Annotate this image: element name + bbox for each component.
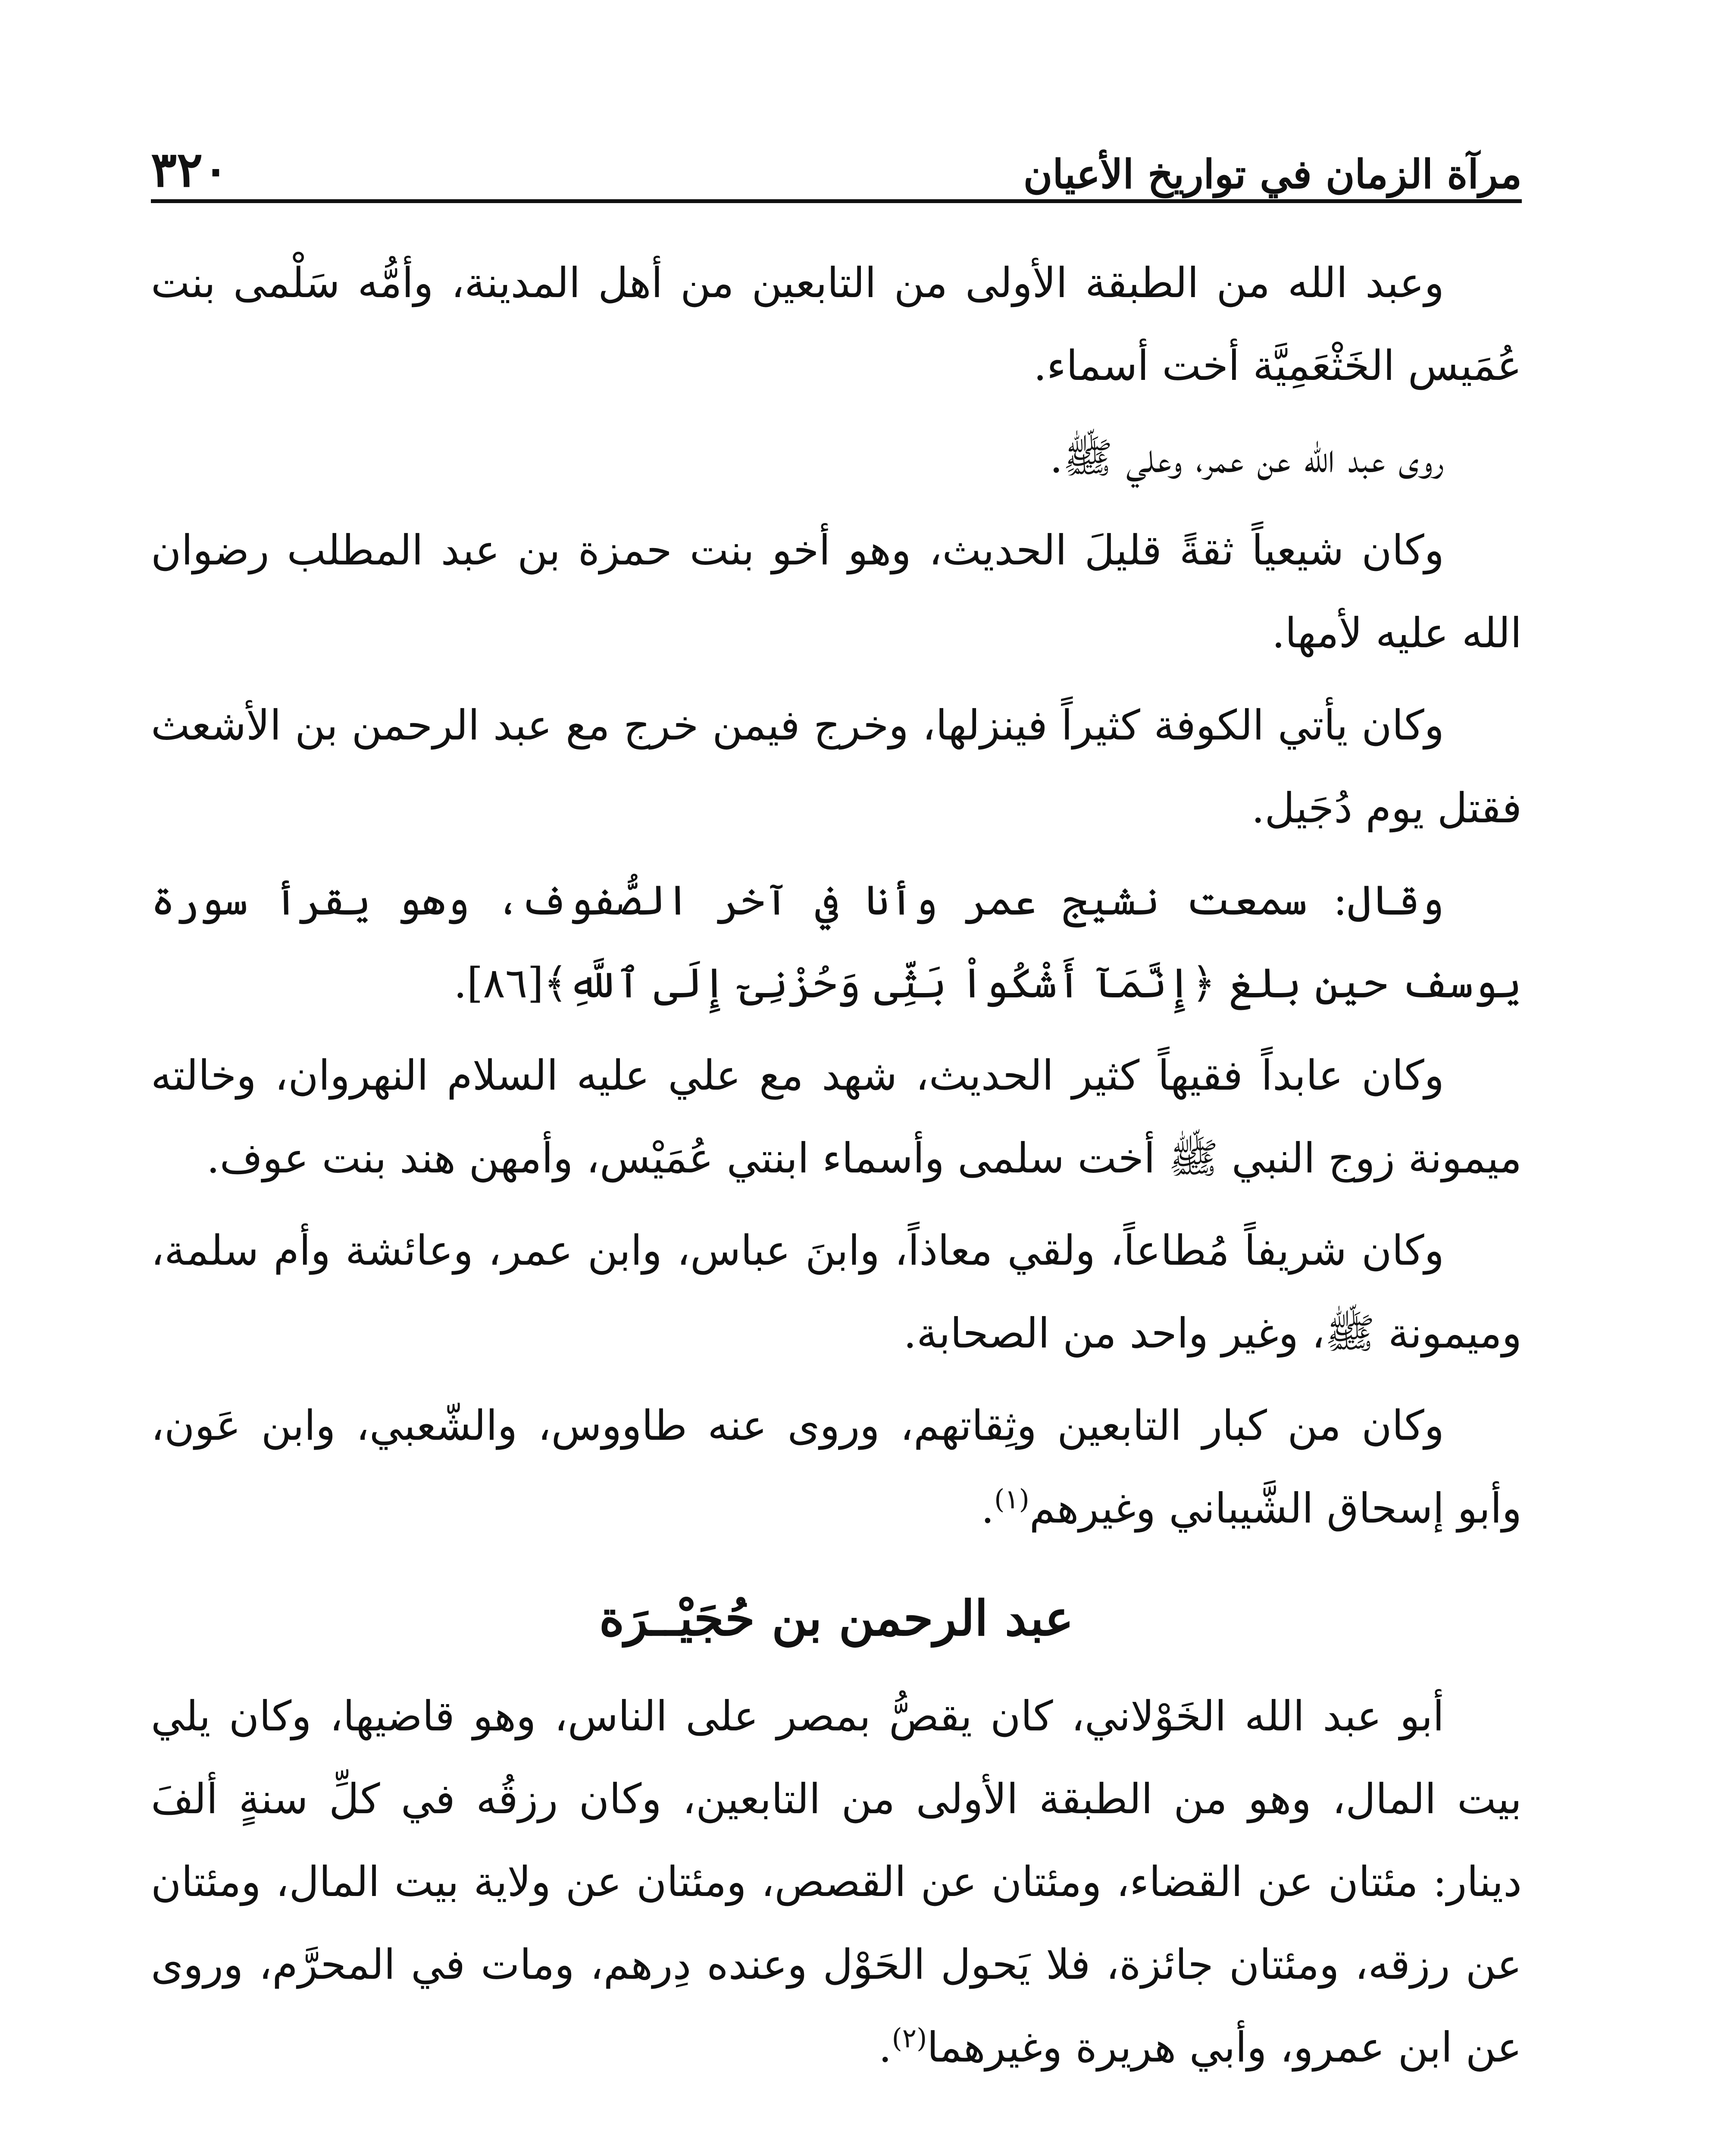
- header-rule: [151, 199, 1522, 203]
- paragraph: وكان عابداً فقيهاً كثير الحديث، شهد مع علي عليه السلام النهروان، وخالته ميمونة زوج النبي ﷺ أخت سلمى وأسماء ابنتي عُمَيْس، وأمهن هند بنت عوف.: [151, 1051, 1522, 1182]
- paragraph: روى عبد الله عن عمر، وعلي ﷺ.: [1049, 434, 1444, 482]
- page-number: ٣٢٠: [151, 141, 229, 198]
- paragraph: [151, 1384, 1522, 1550]
- book-page: [151, 0, 1522, 2156]
- section-paragraph: [151, 1675, 1522, 2089]
- paragraph: وعبد الله من الطبقة الأولى من التابعين من أهل المدينة، وأمُّه سَلْمى بنت عُمَيس الخَثْعَمِيَّة أخت أسماء.: [151, 259, 1522, 390]
- paragraph-text: أبو عبد الله الخَوْلاني، كان يقصُّ بمصر على الناس، وهو قاضيها، وكان يلي بيت المال، وهو من الطبقة الأولى من التابعين، وكان رزقُه في كلِّ سنةٍ ألفَ دينار: مئتان عن القضاء، ومئتان عن القصص، ومئتان عن ولاية بيت المال، ومئتان عن رزقه، ومئتان جائزة، فلا يَحول الحَوْل وعنده دِرهم، ومات في المحرَّم، وروى عن ابن عمرو، وأبي هريرة وغيرهما: [151, 1692, 1522, 2071]
- running-header: [151, 129, 1522, 198]
- paragraph-text: وكان من كبار التابعين وثِقاتهم، وروى عنه طاووس، والشّعبي، وابن عَون، وأبو إسحاق الشَّيباني وغيرهم: [151, 1401, 1522, 1532]
- paragraph-end: .: [981, 1484, 995, 1532]
- section-heading: عبد الرحمن بن حُجَيْــرَة: [599, 1590, 1074, 1647]
- footnote-reference: (٢): [892, 2022, 927, 2054]
- paragraph: وكان شيعياً ثقةً قليلَ الحديث، وهو أخو بنت حمزة بن عبد المطلب رضوان الله عليه لأمها.: [151, 526, 1522, 657]
- paragraph: وكان شريفاً مُطاعاً، ولقي معاذاً، وابنَ عباس، وابن عمر، وعائشة وأم سلمة، وميمونة ﷺ، وغير واحد من الصحابة.: [151, 1226, 1522, 1357]
- body-text: [151, 241, 1522, 2098]
- footnote-reference: (١): [994, 1483, 1029, 1515]
- book-title: مرآة الزمان في تواريخ الأعيان: [1023, 151, 1522, 197]
- paragraph: وكان يأتي الكوفة كثيراً فينزلها، وخرج فيمن خرج مع عبد الرحمن بن الأشعث فقتل يوم دُجَيل.: [151, 701, 1522, 832]
- paragraph: وقال: سمعت نشيج عمر وأنا في آخر الصُّفوف، وهو يقرأ سورة يوسف حين بلغ ﴿إِنَّمَآ أَشْكُواْ بَثِّى وَحُزْنِىٓ إِلَى ٱللَّهِ﴾[٨٦].: [151, 876, 1522, 1007]
- paragraph-end: .: [879, 2023, 892, 2071]
